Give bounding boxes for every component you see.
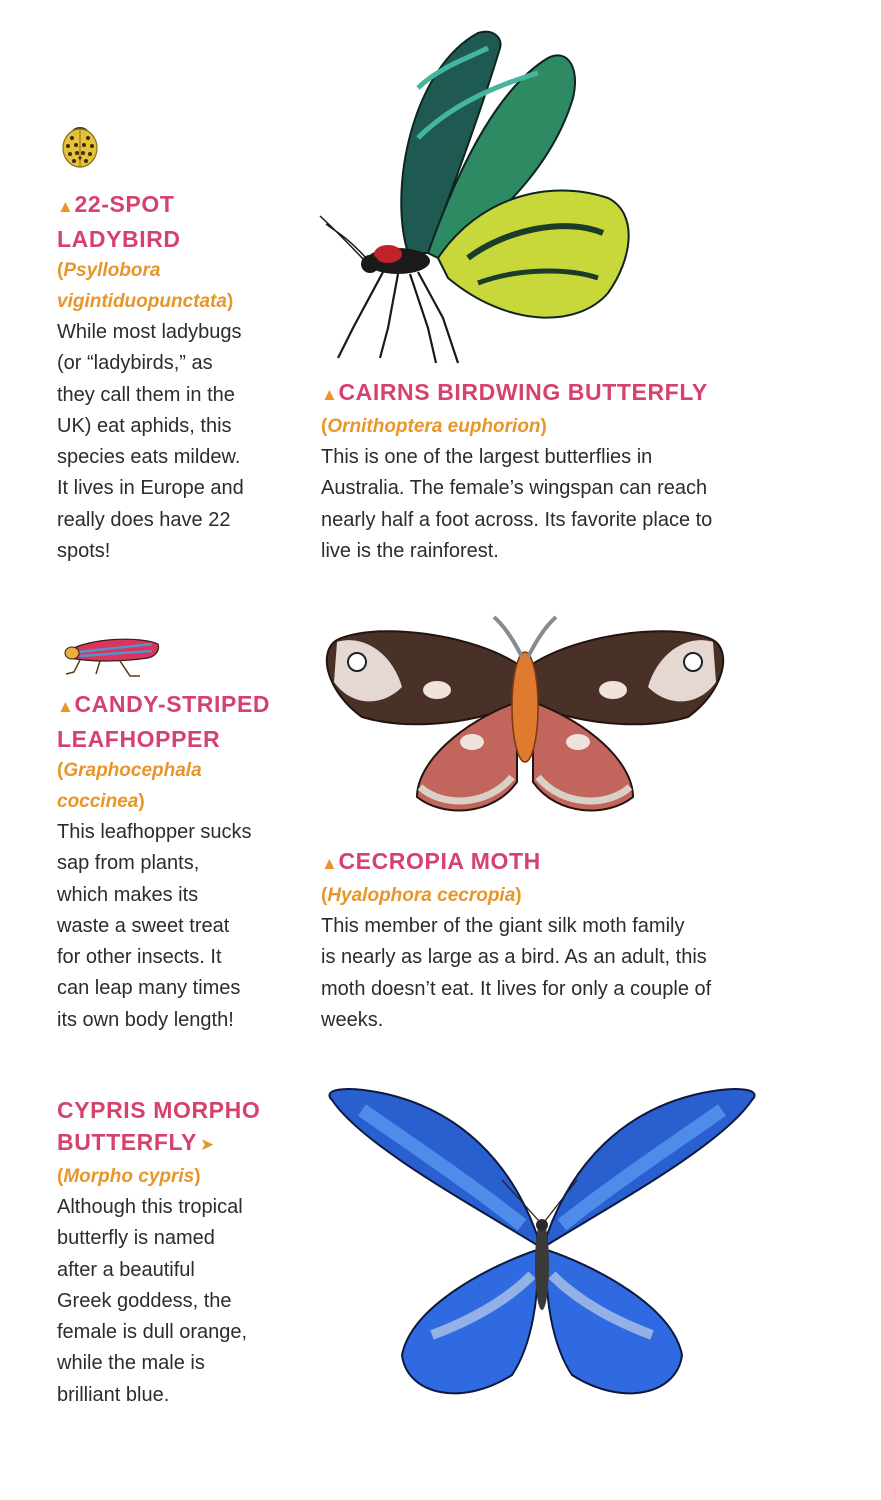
entry-description bbox=[57, 1192, 307, 1411]
scientific-line: Hyalophora cecropia bbox=[327, 885, 516, 906]
description-line: This leafhopper sucks bbox=[57, 821, 252, 843]
description-line: Australia. The female’s wingspan can reach bbox=[321, 477, 708, 500]
entry-title bbox=[321, 376, 841, 411]
caret-up-icon: ▲ bbox=[57, 697, 75, 716]
caret-up-icon: ▲ bbox=[321, 854, 339, 873]
description-line: This member of the giant silk moth family bbox=[321, 915, 685, 937]
title-line: BUTTERFLY bbox=[57, 1129, 197, 1155]
scientific-name: (Morpho cypris) bbox=[57, 1166, 201, 1187]
caret-right-icon: ➤ bbox=[200, 1135, 215, 1154]
entry-title bbox=[57, 188, 302, 255]
description-line: can leap many times bbox=[57, 977, 241, 1000]
scientific-line: Graphocephala bbox=[63, 760, 202, 781]
description-line: weeks. bbox=[321, 1008, 384, 1031]
description-line: its own body length! bbox=[57, 1008, 234, 1031]
entry-cecropia bbox=[321, 845, 841, 1036]
leafhopper-icon bbox=[60, 630, 164, 678]
ladybird-icon bbox=[58, 120, 102, 170]
scientific-name: (Ornithoptera euphorion) bbox=[321, 416, 547, 437]
description-line: This is one of the largest butterflies in bbox=[321, 446, 653, 468]
scientific-name: (Hyalophora cecropia) bbox=[321, 885, 522, 906]
title-line: CYPRIS MORPHO bbox=[57, 1097, 261, 1123]
description-line: moth doesn’t eat. It lives for only a couple of bbox=[321, 977, 712, 1000]
morpho-butterfly-illustration bbox=[322, 1085, 762, 1410]
scientific-name: (Graphocephala coccinea) bbox=[57, 760, 202, 812]
description-line: butterfly is named bbox=[57, 1227, 215, 1250]
description-line: species eats mildew. bbox=[57, 446, 241, 469]
entry-ladybird bbox=[57, 188, 302, 567]
description-line: It lives in Europe and bbox=[57, 477, 244, 500]
description-line: brilliant blue. bbox=[57, 1383, 170, 1406]
description-line: they call them in the bbox=[57, 383, 235, 406]
title-line: 22-SPOT bbox=[74, 191, 175, 217]
scientific-line: vigintiduopunctata bbox=[57, 291, 227, 312]
title-line: CAIRNS BIRDWING BUTTERFLY bbox=[338, 379, 708, 405]
title-line: CANDY-STRIPED bbox=[74, 691, 271, 717]
description-line: nearly half a foot across. Its favorite place to bbox=[321, 508, 713, 531]
entry-leafhopper bbox=[57, 688, 307, 1036]
description-line: waste a sweet treat bbox=[57, 914, 230, 937]
entry-description bbox=[321, 911, 841, 1036]
description-line: UK) eat aphids, this bbox=[57, 414, 232, 437]
description-line: is nearly as large as a bird. As an adult, this bbox=[321, 946, 707, 969]
entry-description bbox=[321, 442, 841, 567]
description-line: Although this tropical bbox=[57, 1196, 243, 1218]
scientific-name: (Psyllobora vigintiduopunctata) bbox=[57, 260, 234, 312]
scientific-line: coccinea bbox=[57, 791, 139, 812]
description-line: while the male is bbox=[57, 1352, 205, 1375]
description-line: live is the rainforest. bbox=[321, 539, 499, 562]
caret-up-icon: ▲ bbox=[321, 385, 339, 404]
scientific-line: Psyllobora bbox=[63, 260, 161, 281]
cecropia-moth-illustration bbox=[322, 612, 728, 824]
birdwing-butterfly-illustration bbox=[318, 28, 648, 368]
entry-morpho bbox=[57, 1094, 307, 1411]
title-line: LEAFHOPPER bbox=[57, 726, 221, 752]
entry-description bbox=[57, 317, 302, 567]
entry-title bbox=[57, 1094, 307, 1161]
description-line: for other insects. It bbox=[57, 946, 222, 969]
caret-up-icon: ▲ bbox=[57, 197, 75, 216]
description-line: (or “ladybirds,” as bbox=[57, 352, 213, 375]
entry-title bbox=[321, 845, 841, 880]
description-line: really does have 22 bbox=[57, 508, 231, 531]
entry-description bbox=[57, 817, 307, 1036]
scientific-line: Ornithoptera euphorion bbox=[327, 416, 541, 437]
description-line: spots! bbox=[57, 540, 111, 563]
description-line: female is dull orange, bbox=[57, 1321, 248, 1344]
entry-birdwing bbox=[321, 376, 841, 567]
description-line: after a beautiful bbox=[57, 1258, 195, 1281]
title-line: LADYBIRD bbox=[57, 226, 181, 252]
description-line: which makes its bbox=[57, 883, 199, 906]
description-line: Greek goddess, the bbox=[57, 1289, 232, 1312]
description-line: While most ladybugs bbox=[57, 321, 242, 343]
entry-title bbox=[57, 688, 307, 755]
scientific-line: Morpho cypris bbox=[63, 1166, 195, 1187]
title-line: CECROPIA MOTH bbox=[338, 848, 541, 874]
description-line: sap from plants, bbox=[57, 852, 200, 875]
